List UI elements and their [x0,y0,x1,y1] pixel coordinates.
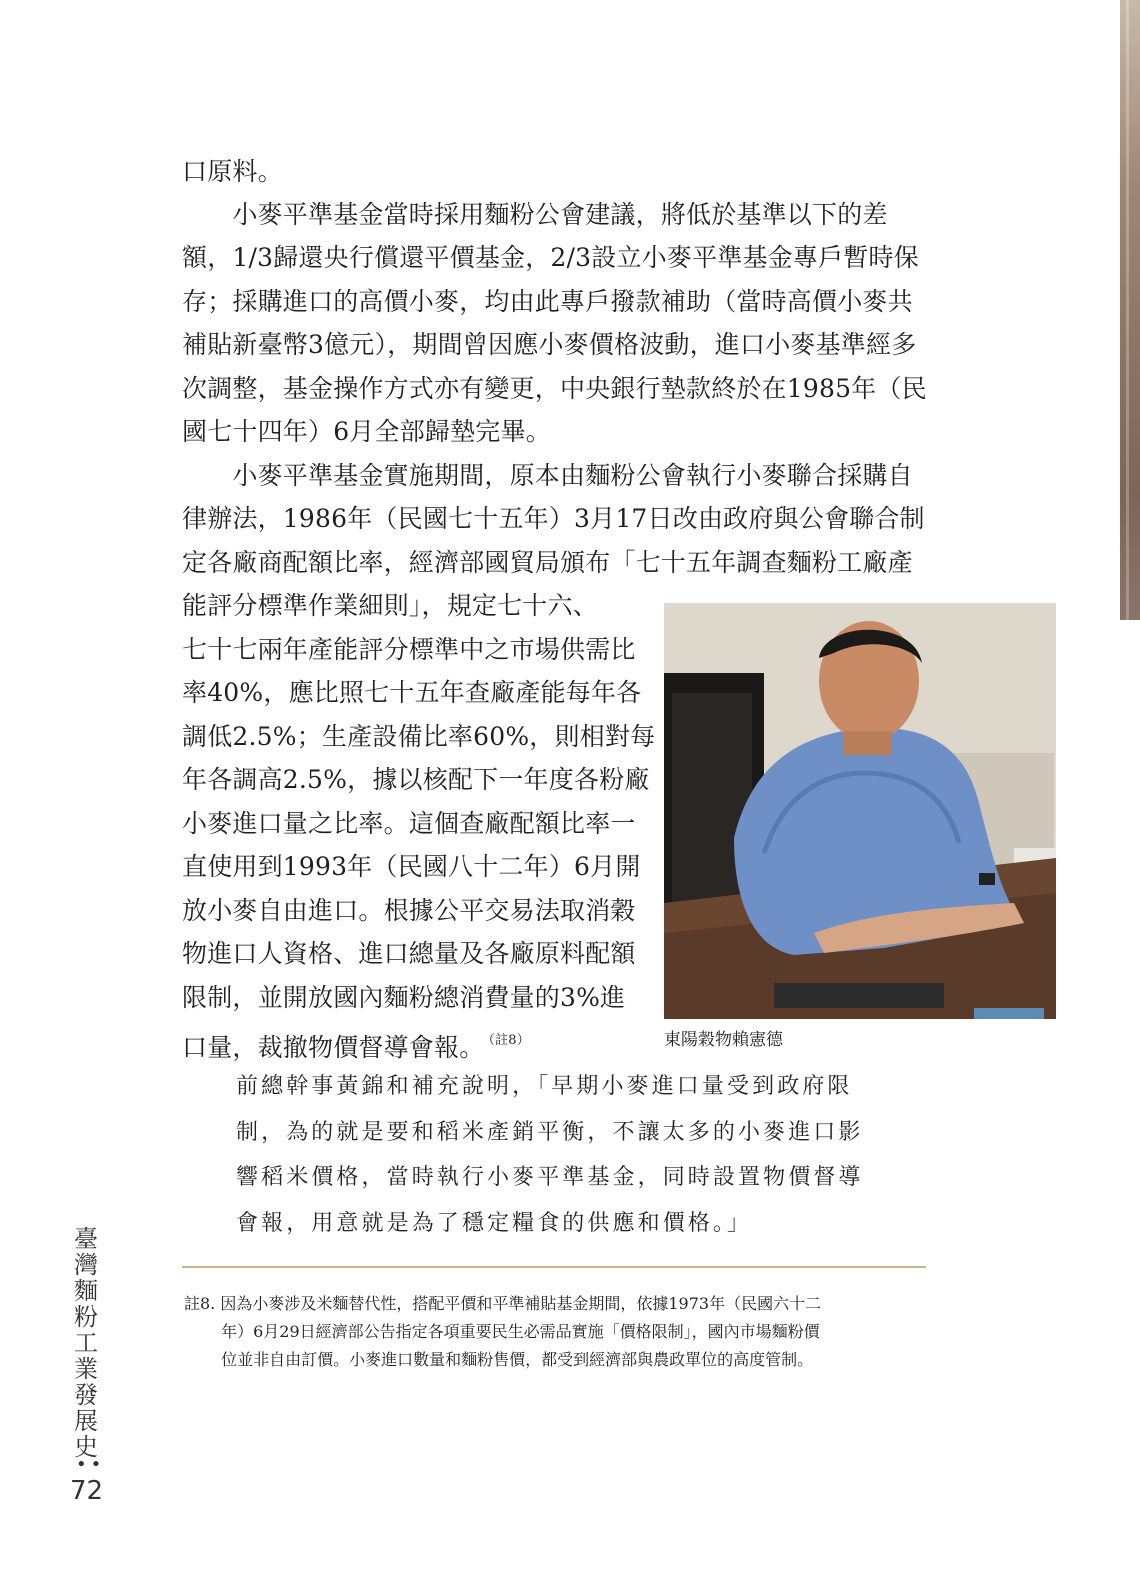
running-title [72,1226,100,1460]
body-line: 國七十四年）6月全部歸墊完畢。 [182,417,551,446]
running-title-char: 業 [74,1355,98,1383]
running-title-char: 粉 [74,1303,98,1331]
footnote-line: 位並非自由訂價。小麥進口數量和麵粉售價，都受到經濟部與農政單位的高度管制。 [184,1350,814,1369]
page-number: 72 [70,1476,104,1506]
quote-line: 會報，用意就是為了穩定糧食的供應和價格。」 [236,1211,753,1236]
quote-line: 前總幹事黃錦和補充說明，「早期小麥進口量受到政府限 [236,1074,853,1099]
body-line: 次調整，基金操作方式亦有變更，中央銀行墊款終於在1985年（民 [182,374,927,403]
page-number-dots: •• [76,1454,106,1475]
body-line: 小麥進口量之比率。這個查廠配額比率一 [182,809,636,838]
body-line: 能評分標準作業細則」，規定七十六、 [182,591,598,620]
running-title-char: 工 [74,1329,98,1357]
footnote-line: 註8. 因為小麥涉及米麵替代性，搭配平價和平準補貼基金期間，依據1973年（民國六十二 [184,1294,822,1313]
portrait-photo [664,603,1056,1019]
quote-line: 制，為的就是要和稻米產銷平衡，不讓太多的小麥進口影 [236,1120,864,1145]
body-line-text: 口量，裁撤物價督導會報。 [182,1033,485,1062]
body-line: 調低2.5%；生產設備比率60%，則相對每 [182,722,656,751]
photo-caption: 東陽穀物賴憲德 [664,1030,783,1049]
body-line: 小麥平準基金實施期間，原本由麵粉公會執行小麥聯合採購自 [182,461,913,490]
body-line: 口原料。 [182,157,283,186]
quote-line: 響稻米價格，當時執行小麥平準基金，同時設置物價督導 [236,1165,864,1190]
running-title-char: 灣 [74,1251,98,1279]
body-line: 額，1/3歸還央行償還平價基金，2/3設立小麥平準基金專戶暫時保 [182,243,919,272]
body-line: 物進口人資格、進口總量及各廠原料配額 [182,939,636,968]
adjacent-page-photo-edge [1120,0,1140,620]
footnote-marker: （註8） [488,1033,530,1048]
running-title-char: 臺 [74,1225,98,1253]
body-line: 小麥平準基金當時採用麵粉公會建議，將低於基準以下的差 [182,200,888,229]
footnote-divider [182,1266,926,1268]
running-title-char: 展 [74,1407,98,1435]
running-title-char: 麵 [74,1277,98,1305]
body-line [182,1021,530,1061]
running-title-char: 發 [74,1381,98,1409]
body-line: 年各調高2.5%，據以核配下一年度各粉廠 [182,765,650,794]
body-line: 限制，並開放國內麵粉總消費量的3%進 [182,983,626,1012]
body-line: 七十七兩年產能評分標準中之市場供需比 [182,635,636,664]
body-line: 存；採購進口的高價小麥，均由此專戶撥款補助（當時高價小麥共 [182,287,913,316]
body-line: 補貼新臺幣3億元），期間曾因應小麥價格波動，進口小麥基準經多 [182,330,917,359]
footnote-line: 年）6月29日經濟部公告指定各項重要民生必需品實施「價格限制」，國內市場麵粉價 [184,1322,820,1341]
body-line: 定各廠商配額比率，經濟部國貿局頒布「七十五年調查麵粉工廠產 [182,548,913,577]
body-line: 直使用到1993年（民國八十二年）6月開 [182,852,641,881]
running-title-char: 史 [74,1433,98,1461]
body-line: 放小麥自由進口。根據公平交易法取消穀 [182,896,636,925]
body-line: 律辦法，1986年（民國七十五年）3月17日改由政府與公會聯合制 [182,504,925,533]
body-line: 率40%，應比照七十五年查廠產能每年各 [182,678,642,707]
